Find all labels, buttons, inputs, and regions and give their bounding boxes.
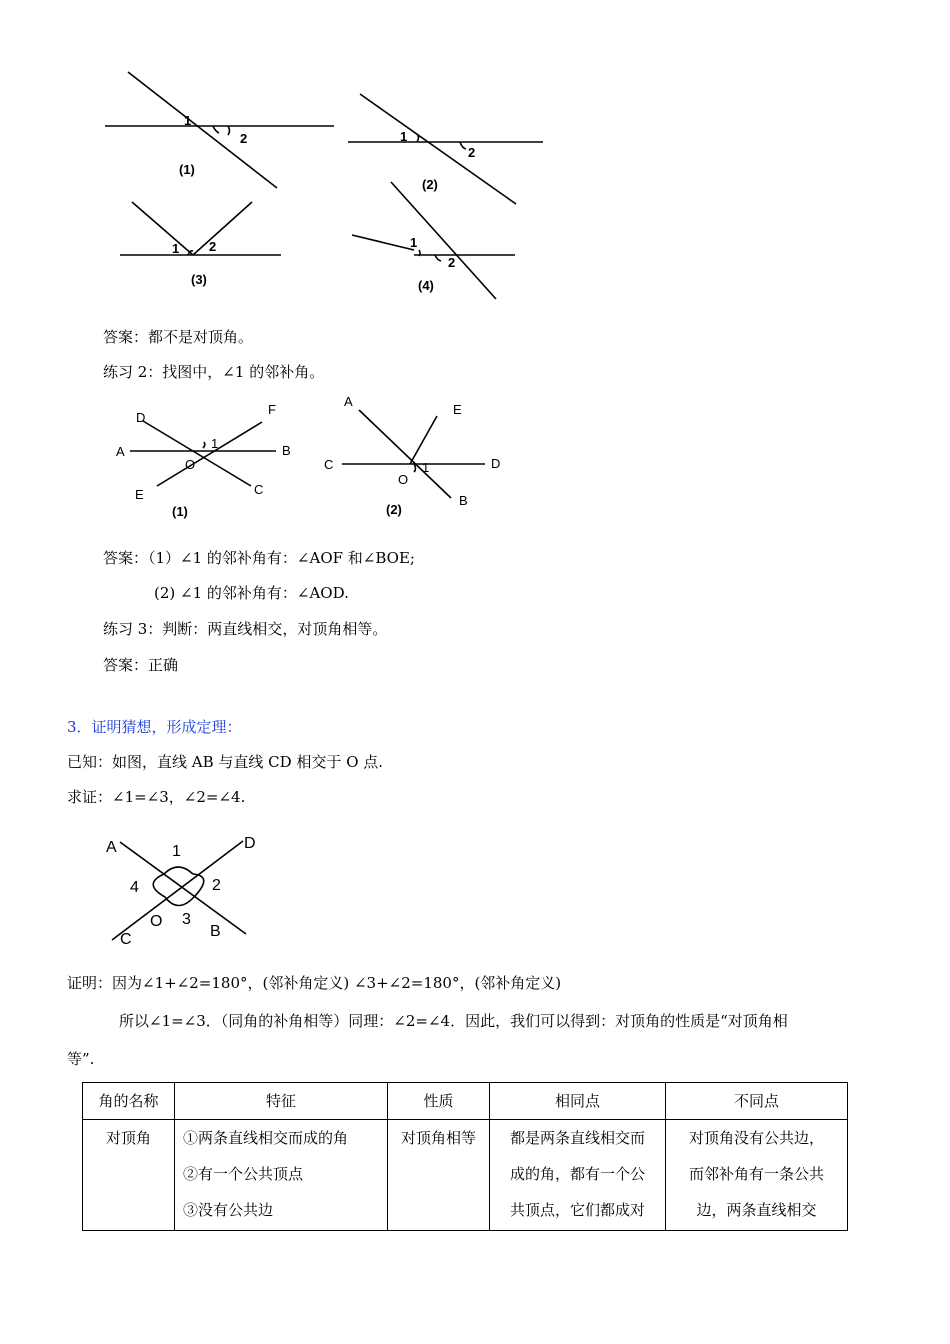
fig2-1-label-C: C [254, 482, 264, 497]
fig3-caption: (3) [191, 272, 207, 287]
fig2-1-label-A: A [116, 444, 125, 459]
fig2-2-label-C: C [324, 457, 334, 472]
proof-line2: 所以∠1=∠3．（同角的补角相等）同理：∠2=∠4．因此，我们可以得到：对顶角的性质是“对顶角相 [119, 1012, 788, 1030]
row-same [490, 1120, 666, 1231]
diff-line: 边，两条直线相交 [696, 1201, 817, 1219]
table-header-row [83, 1083, 848, 1120]
proof-figure [98, 828, 268, 950]
row-angle-name: 对顶角 [105, 1129, 151, 1147]
fig2-1-label-O: O [185, 457, 196, 472]
answer1: 答案：都不是对顶角。 [103, 328, 254, 346]
header-same: 相同点 [490, 1083, 666, 1120]
exercise3: 练习 3：判断：两直线相交，对顶角相等。 [103, 620, 388, 638]
fig2-caption: (2) [422, 177, 438, 192]
fig3-angle2-label: 2 [209, 239, 217, 254]
fig2-2-label-D: D [491, 456, 501, 471]
fig2-1-label-E: E [135, 487, 144, 502]
feature-item: ②有一个公共顶点 [183, 1165, 304, 1183]
answer2-line2: (2) ∠1 的邻补角有：∠AOD. [154, 584, 349, 602]
prove-statement: 求证：∠1=∠3，∠2=∠4. [67, 788, 246, 806]
row-features [175, 1120, 388, 1231]
fig1-angle2-label: 2 [240, 131, 248, 146]
feature-item: ①两条直线相交而成的角 [183, 1129, 349, 1147]
fig2-2-label-B: B [459, 493, 468, 508]
same-line: 共顶点，它们都成对 [509, 1201, 645, 1219]
proof-label-O: O [150, 913, 163, 930]
proof-line3: 等”. [67, 1050, 95, 1068]
answer3: 答案：正确 [103, 656, 179, 674]
proof-angle4: 4 [130, 879, 139, 896]
fig4-angle2-label: 2 [448, 255, 456, 270]
header-diff: 不同点 [666, 1083, 848, 1120]
proof-label-B: B [210, 923, 221, 940]
diff-line: 对顶角没有公共边， [688, 1129, 824, 1147]
same-line: 成的角，都有一个公 [509, 1165, 645, 1183]
fig1-caption: (1) [179, 162, 195, 177]
proof-label-D: D [244, 835, 256, 852]
header-property: 性质 [388, 1083, 490, 1120]
table-row [83, 1120, 848, 1231]
row-diff [666, 1120, 848, 1231]
header-angle-name: 角的名称 [83, 1083, 175, 1120]
proof-angle1: 1 [172, 843, 181, 860]
proof-angle3: 3 [182, 911, 191, 928]
comparison-table [82, 1082, 848, 1231]
section3-heading: 3．证明猜想，形成定理： [67, 718, 242, 736]
fig2-1-label-B: B [282, 443, 291, 458]
header-feature: 特征 [175, 1083, 388, 1120]
fig2-angle1-label: 1 [400, 129, 408, 144]
fig4-angle1-label: 1 [410, 235, 418, 250]
fig2-2-label-A: A [344, 394, 353, 409]
fig2-1-label-D: D [136, 410, 146, 425]
feature-item: ③没有公共边 [183, 1201, 274, 1219]
proof-label-C: C [120, 931, 132, 948]
fig2-2-label-E: E [453, 402, 462, 417]
fig2-1-label-1: 1 [211, 436, 219, 451]
proof-angle2: 2 [212, 877, 221, 894]
exercise2-figures [108, 390, 508, 525]
answer2-line1: 答案：（1）∠1 的邻补角有：∠AOF 和∠BOE; [103, 549, 415, 567]
fig3-angle1-label: 1 [172, 241, 180, 256]
fig2-angle2-label: 2 [468, 145, 476, 160]
fig2-2-caption: (2) [386, 502, 402, 517]
fig2-2-label-1: 1 [422, 460, 430, 475]
proof-label-A: A [106, 839, 117, 856]
fig2-2-label-O: O [398, 472, 409, 487]
fig1-angle1-label: 1 [184, 113, 192, 128]
fig4-caption: (4) [418, 278, 434, 293]
diff-line: 而邻补角有一条公共 [688, 1165, 824, 1183]
proof-line1: 证明：因为∠1+∠2=180°，(邻补角定义) ∠3+∠2=180°，(邻补角定义) [67, 974, 562, 992]
exercise1-figures [95, 60, 555, 310]
row-property: 对顶角相等 [400, 1129, 476, 1147]
given-statement: 已知：如图，直线 AB 与直线 CD 相交于 O 点. [67, 753, 384, 771]
fig2-1-caption: (1) [172, 504, 188, 519]
exercise2: 练习 2：找图中，∠1 的邻补角。 [103, 363, 325, 381]
same-line: 都是两条直线相交而 [509, 1129, 645, 1147]
fig2-1-label-F: F [268, 402, 276, 417]
